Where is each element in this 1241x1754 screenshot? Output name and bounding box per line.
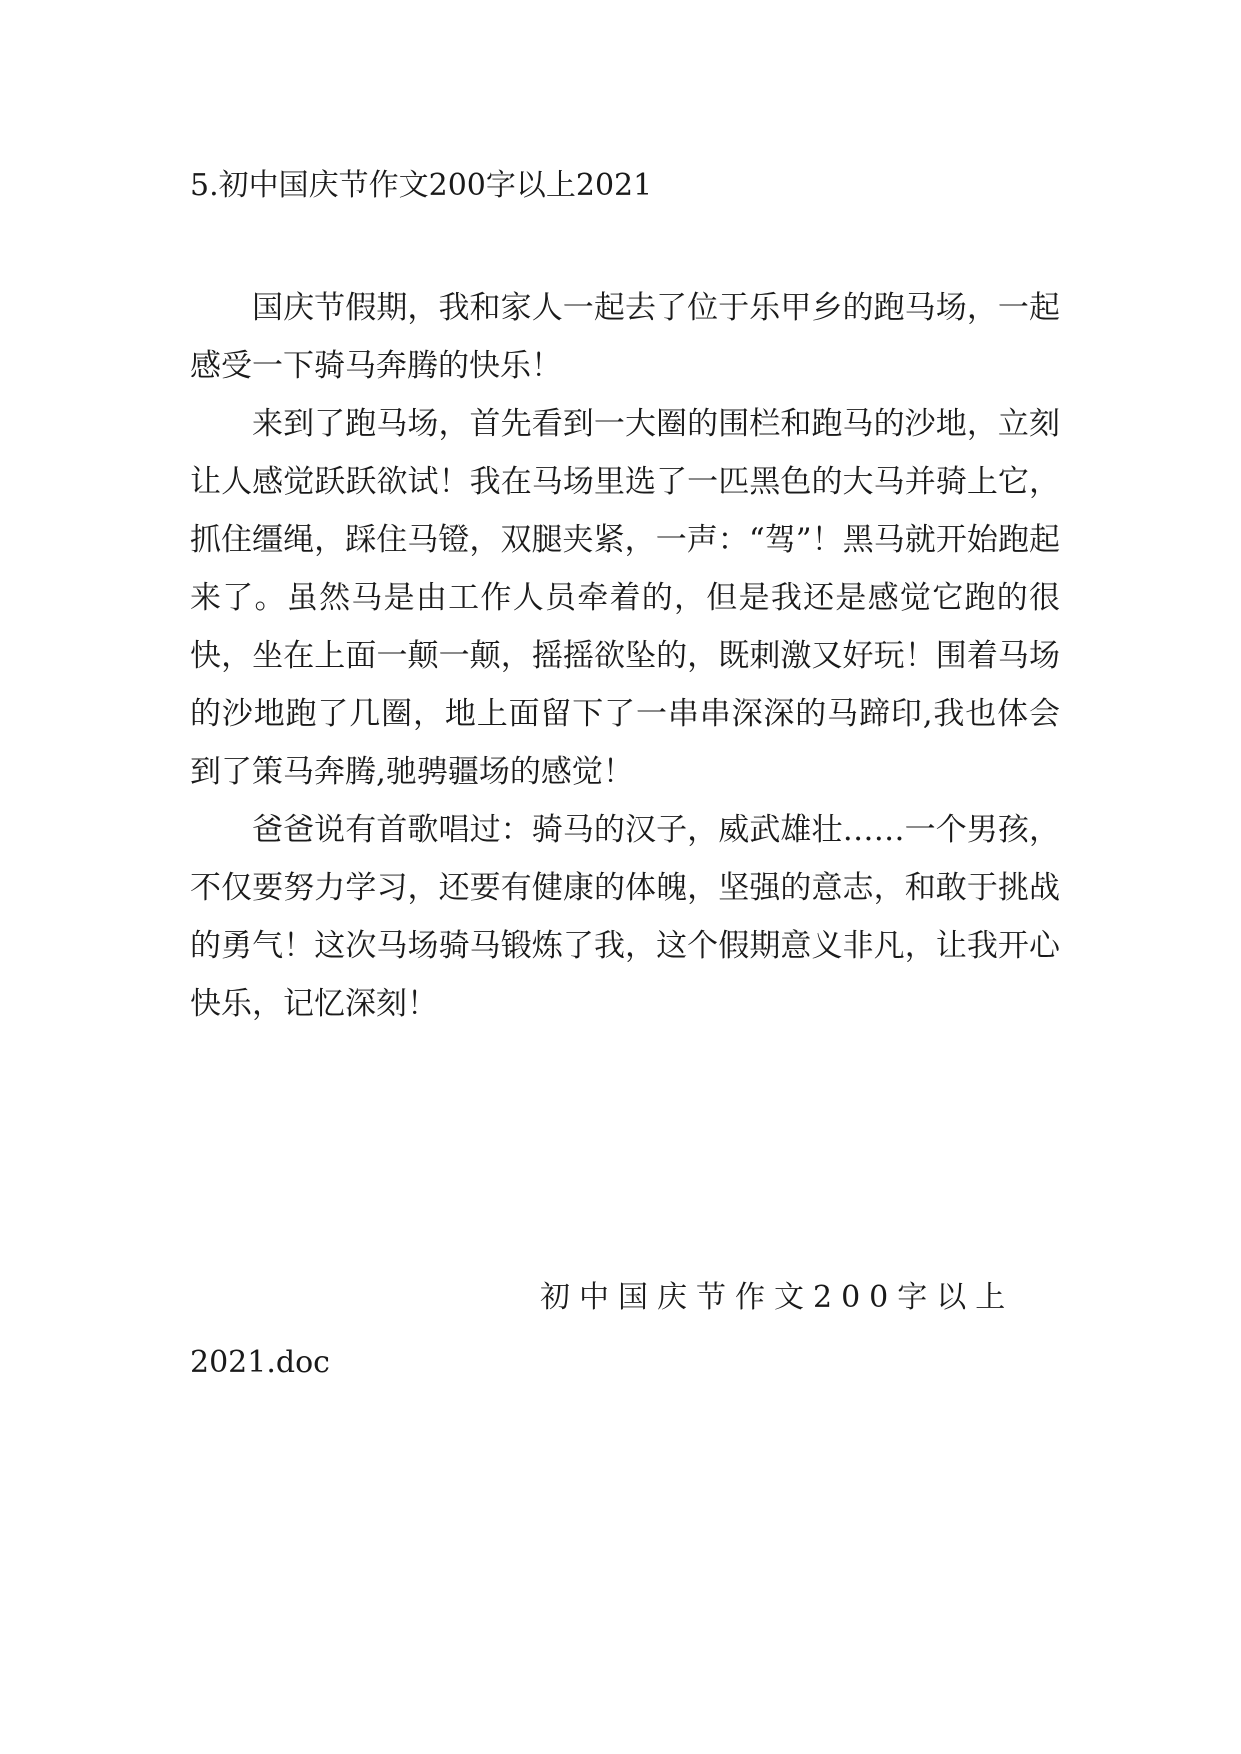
footer-filename-line1: 初中国庆节作文200字以上	[540, 1280, 1015, 1315]
essay-body	[190, 279, 1060, 1033]
paragraph-2: 来到了跑马场，首先看到一大圈的围栏和跑马的沙地，立刻让人感觉跃跃欲试！我在马场里选了一匹黑色的大马并骑上它，抓住缰绳，踩住马镫，双腿夹紧，一声：“驾”！黑马就开始跑起来了。虽然马是由工作人员牵着的，但是我还是感觉它跑的很快，坐在上面一颠一颠，摇摇欲坠的，既刺激又好玩！围着马场的沙地跑了几圈，地上面留下了一串串深深的马蹄印,我也体会到了策马奔腾,驰骋疆场的感觉！	[190, 406, 1060, 790]
document-title: 5.初中国庆节作文200字以上2021	[190, 168, 653, 203]
paragraph-1: 国庆节假期，我和家人一起去了位于乐甲乡的跑马场，一起感受一下骑马奔腾的快乐！	[190, 290, 1060, 384]
paragraph-3: 爸爸说有首歌唱过：骑马的汉子，威武雄壮……一个男孩，不仅要努力学习，还要有健康的体魄，坚强的意志，和敢于挑战的勇气！这次马场骑马锻炼了我，这个假期意义非凡，让我开心快乐，记忆深刻！	[190, 812, 1060, 1022]
footer-filename-line2: 2021.doc	[190, 1345, 330, 1380]
